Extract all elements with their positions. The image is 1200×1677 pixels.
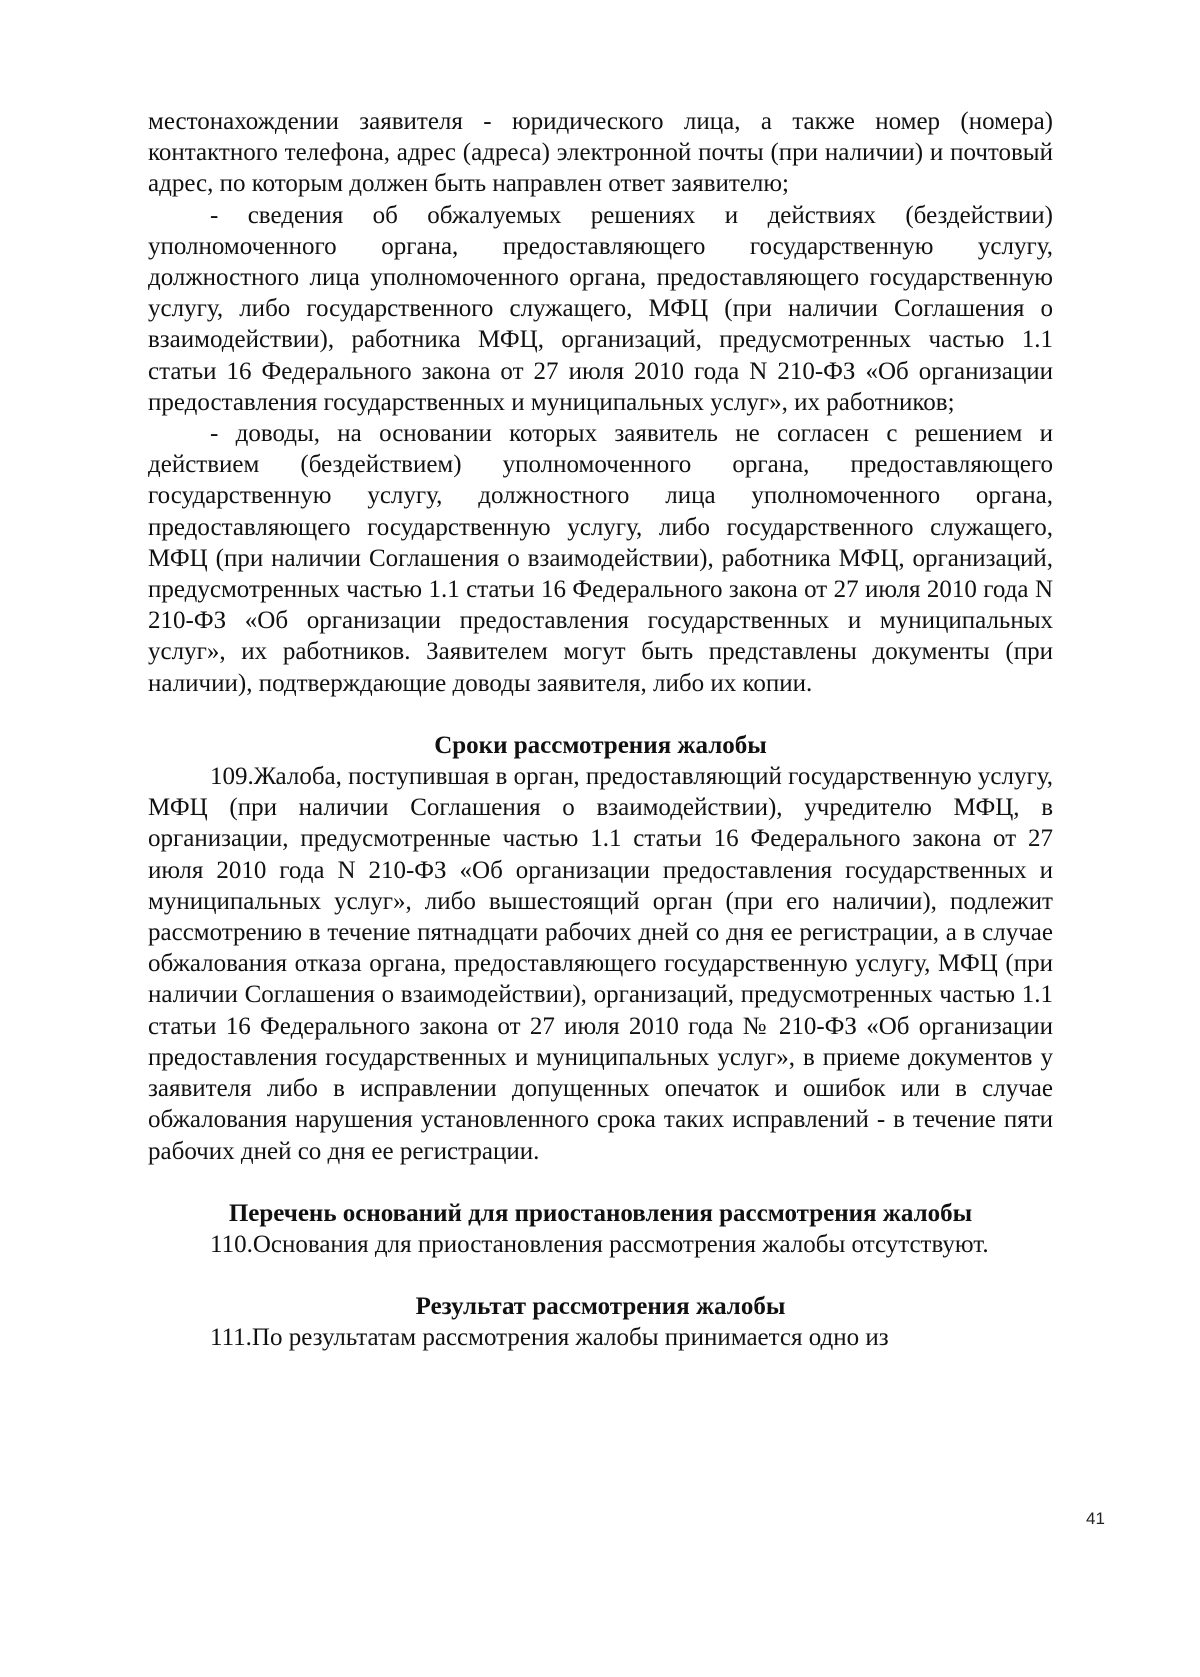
paragraph-applicant-location: местонахождении заявителя - юридического лица, а также номер (номера) контактного телефона, адрес (адреса) электронной почты (при наличии) и почтовый адрес, по которым должен быть направлен ответ заявителю; (148, 108, 1053, 198)
heading-suspension-grounds: Перечень оснований для приостановления рассмотрения жалобы (228, 1199, 973, 1227)
paragraph-111: 111.По результатам рассмотрения жалобы принимается одно из (210, 1324, 889, 1352)
page-number: 41 (1086, 1509, 1105, 1528)
paragraph-applicant-arguments: - доводы, на основании которых заявитель не согласен с решением и действием (бездействием) уполномоченного органа, предоставляющего государственную услугу, должностного лица уполномоченного органа, предоставляющего государственную услугу, либо государственного служащего, МФЦ (при наличии Соглашения о взаимодействии), работника МФЦ, организаций, предусмотренных частью 1.1 статьи 16 Федерального закона от 27 июля 2010 года N 210-ФЗ «Об организации предоставления государственных и муниципальных услуг», их работников. Заявителем могут быть представлены документы (при наличии), подтверждающие доводы заявителя, либо их копии. (148, 420, 1053, 697)
paragraph-appealed-decisions: - сведения об обжалуемых решениях и действиях (бездействии) уполномоченного органа, предоставляющего государственную услугу, должностного лица уполномоченного органа, предоставляющего государственную услугу, либо государственного служащего, МФЦ (при наличии Соглашения о взаимодействии), работника МФЦ, организаций, предусмотренных частью 1.1 статьи 16 Федерального закона от 27 июля 2010 года N 210-ФЗ «Об организации предоставления государственных и муниципальных услуг», их работников; (148, 201, 1053, 416)
heading-review-result: Результат рассмотрения жалобы (415, 1293, 786, 1321)
heading-review-terms: Сроки рассмотрения жалобы (434, 731, 767, 759)
paragraph-110: 110.Основания для приостановления рассмотрения жалобы отсутствуют. (210, 1230, 989, 1258)
paragraph-109: 109.Жалоба, поступившая в орган, предоставляющий государственную услугу, МФЦ (при наличии Соглашения о взаимодействии), учредителю МФЦ, в организации, предусмотренные частью 1.1 статьи 16 Федерального закона от 27 июля 2010 года N 210-ФЗ «Об организации предоставления государственных и муниципальных услуг», либо вышестоящий орган (при его наличии), подлежит рассмотрению в течение пятнадцати рабочих дней со дня ее регистрации, а в случае обжалования отказа органа, предоставляющего государственную услугу, МФЦ (при наличии Соглашения о взаимодействии), организаций, предусмотренных частью 1.1 статьи 16 Федерального закона от 27 июля 2010 года № 210-ФЗ «Об организации предоставления государственных и муниципальных услуг», в приеме документов у заявителя либо в исправлении допущенных опечаток и ошибок или в случае обжалования нарушения установленного срока таких исправлений - в течение пяти рабочих дней со дня ее регистрации. (148, 763, 1053, 1165)
document-page (148, 106, 1053, 1354)
